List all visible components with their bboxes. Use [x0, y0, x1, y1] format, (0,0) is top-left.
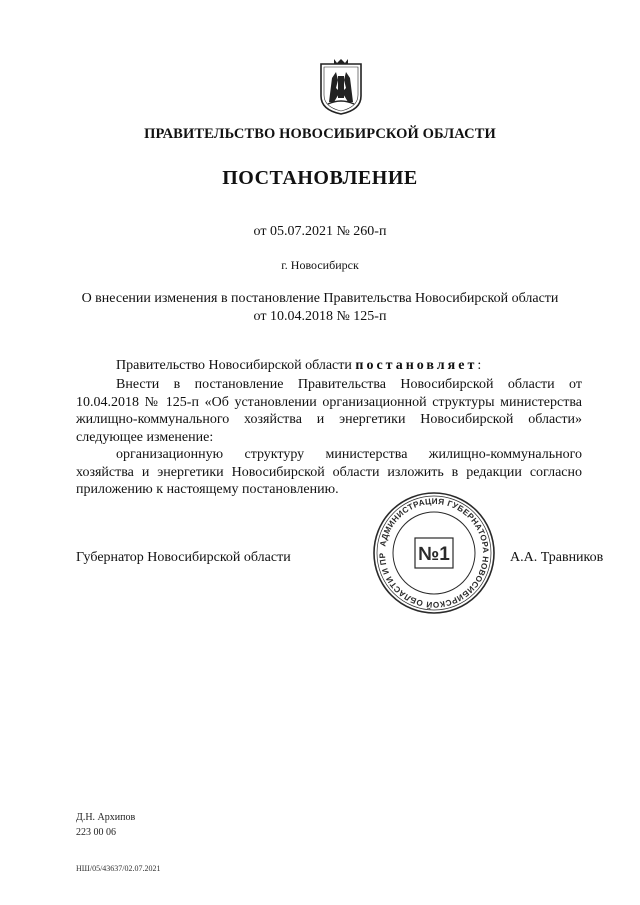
subject-line-2: от 10.04.2018 № 125-п [253, 309, 387, 324]
document-city: г. Новосибирск [281, 258, 359, 272]
signatory-name: А.А. Травников [510, 550, 604, 565]
subject-line-1: О внесении изменения в постановление Правительства Новосибирской области [81, 291, 559, 306]
intro-suffix: : [477, 358, 482, 373]
change-paragraph: организационную структуру министерства жилищно-коммунального хозяйства и энергетики Новосибирской области изложить в редакции согласно приложению к настоящему постановлению. [76, 447, 582, 497]
organization-title: ПРАВИТЕЛЬСТВО НОВОСИБИРСКОЙ ОБЛАСТИ [144, 126, 496, 142]
document-subject [60, 290, 580, 326]
coat-of-arms-emblem [318, 58, 364, 116]
main-paragraph: Внести в постановление Правительства Новосибирской области от 10.04.2018 № 125-п «Об установлении организационной структуры министерства жилищно-коммунального хозяйства и энергетики Новосибирской области» следующее изменение: [76, 377, 582, 445]
executor-name: Д.Н. Архипов [76, 812, 136, 823]
seal-center-number: №1 [418, 544, 450, 565]
intro-paragraph [76, 357, 582, 375]
document-type-title: ПОСТАНОВЛЕНИЕ [222, 167, 418, 189]
document-date-number: от 05.07.2021 № 260-п [253, 224, 387, 239]
seal-ring-text: АДМИНИСТРАЦИЯ ГУБЕРНАТОРА НОВОСИБИРСКОЙ ОБЛАСТИ И ПР [377, 496, 491, 610]
signatory-position: Губернатор Новосибирской области [76, 550, 291, 565]
intro-resolves: постановляет [355, 358, 478, 373]
registration-reference: НШ/05/43637/02.07.2021 [76, 864, 161, 873]
executor-phone: 223 00 06 [76, 827, 116, 838]
intro-prefix: Правительство Новосибирской области [116, 358, 356, 373]
official-seal [371, 490, 497, 616]
